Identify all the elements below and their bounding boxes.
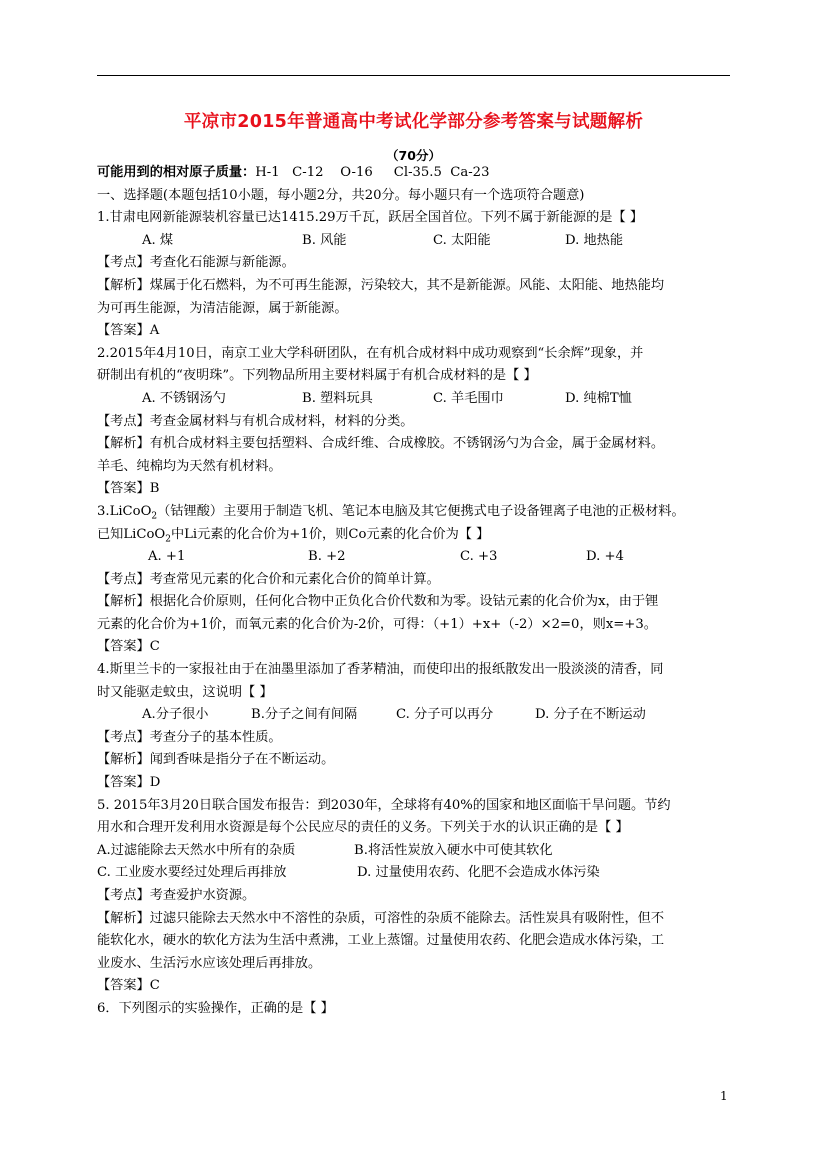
q1-answer: 【答案】A bbox=[97, 323, 160, 339]
q3-stem-1-formula: 3.LiCoO bbox=[97, 503, 152, 519]
q5-answer: 【答案】C bbox=[97, 978, 160, 994]
q5-option-a: A.过滤能除去天然水中所有的杂质 bbox=[97, 842, 296, 858]
q5-analysis-1: 【解析】过滤只能除去天然水中不溶性的杂质，可溶性的杂质不能除去。活性炭具有吸附性，但不 bbox=[97, 910, 665, 926]
q3-stem-2-text: 中Li元素的化合价为+1价，则Co元素的化合价为【 】 bbox=[170, 526, 490, 542]
q1-option-c: C. 太阳能 bbox=[433, 232, 491, 248]
q3-analysis-1: 【解析】根据化合价原则，任何化合物中正负化合价代数和为零。设钴元素的化合价为x，由于锂 bbox=[97, 594, 659, 610]
atomic-mass-label: 可能用到的相对原子质量： bbox=[97, 165, 256, 180]
q6-stem: 6．下列图示的实验操作，正确的是【 】 bbox=[97, 1000, 334, 1016]
q3-stem-1-text: （钴锂酸）主要用于制造飞机、笔记本电脑及其它便携式电子设备锂离子电池的正极材料。 bbox=[157, 503, 685, 519]
q2-option-c: C. 羊毛围巾 bbox=[433, 390, 504, 406]
q3-stem-2-subscript: 2 bbox=[165, 534, 171, 545]
q2-stem-1: 2.2015年4月10日，南京工业大学科研团队，在有机合成材料中成功观察到“长余辉”现象，并 bbox=[97, 345, 644, 361]
atomic-mass-line bbox=[97, 162, 737, 185]
q5-stem-1: 5. 2015年3月20日联合国发布报告：到2030年，全球将有40%的国家和地区面临干旱问题。节约 bbox=[97, 797, 671, 813]
q3-stem-1 bbox=[97, 501, 737, 524]
q3-option-a: A. +1 bbox=[148, 549, 186, 565]
page-title: 平凉市2015年普通高中考试化学部分参考答案与试题解析 bbox=[183, 112, 644, 132]
q5-options-row-1 bbox=[97, 840, 737, 863]
q1-option-a: A. 煤 bbox=[142, 232, 174, 248]
section-heading: 一、选择题(本题包括10小题，每小题2分，共20分。每小题只有一个选项符合题意) bbox=[97, 187, 585, 203]
q3-option-c: C. +3 bbox=[460, 549, 498, 565]
q1-option-b: B. 风能 bbox=[302, 232, 347, 248]
q3-stem-1-subscript: 2 bbox=[151, 511, 158, 522]
q5-option-c: C. 工业废水要经过处理后再排放 bbox=[97, 865, 287, 881]
q2-options bbox=[97, 388, 737, 411]
q4-option-a: A.分子很小 bbox=[142, 707, 209, 723]
q2-answer: 【答案】B bbox=[97, 481, 160, 497]
q5-point: 【考点】考查爱护水资源。 bbox=[97, 888, 256, 903]
q4-option-b: B.分子之间有间隔 bbox=[251, 707, 358, 723]
q2-analysis-2: 羊毛、纯棉均为天然有机材料。 bbox=[97, 458, 282, 474]
q2-analysis-1: 【解析】有机合成材料主要包括塑料、合成纤维、合成橡胶。不锈钢汤勺为合金，属于金属材料。 bbox=[97, 436, 665, 452]
q5-options-row-2 bbox=[97, 862, 737, 885]
q3-stem-2 bbox=[97, 524, 737, 547]
page-number: 1 bbox=[720, 1089, 728, 1103]
q1-analysis-2: 为可再生能源，为清洁能源，属于新能源。 bbox=[97, 300, 348, 316]
q5-option-b: B.将活性炭放入硬水中可使其软化 bbox=[354, 842, 553, 858]
q4-option-d: D. 分子在不断运动 bbox=[535, 707, 646, 723]
q4-analysis-1: 【解析】闻到香味是指分子在不断运动。 bbox=[97, 752, 335, 768]
total-score: （70分） bbox=[386, 148, 441, 163]
q3-options bbox=[97, 546, 737, 569]
q1-options bbox=[97, 230, 737, 253]
q1-stem: 1.甘肃电网新能源装机容量已达1415.29万千瓦，跃居全国首位。下列不属于新能源的是【 】 bbox=[97, 210, 644, 226]
q3-option-d: D. +4 bbox=[586, 549, 624, 565]
atomic-mass-values: H-1 C-12 O-16 Cl-35.5 Ca-23 bbox=[255, 165, 490, 180]
document-body bbox=[97, 162, 737, 1021]
q1-point: 【考点】考查化石能源与新能源。 bbox=[97, 255, 295, 271]
q5-analysis-2: 能软化水，硬水的软化方法为生活中煮沸，工业上蒸馏。过量使用农药、化肥会造成水体污染，工 bbox=[97, 933, 665, 949]
q4-answer: 【答案】D bbox=[97, 775, 161, 791]
q3-answer: 【答案】C bbox=[97, 639, 160, 655]
q4-stem-2: 时又能驱走蚊虫，这说明【 】 bbox=[97, 684, 273, 700]
q1-analysis-1: 【解析】煤属于化石燃料，为不可再生能源，污染较大，其不是新能源。风能、太阳能、地热能均 bbox=[97, 277, 665, 293]
q3-analysis-2: 元素的化合价为+1价，而氧元素的化合价为-2价，可得：（+1）+x+（-2）×2=0，则x=+3。 bbox=[97, 616, 657, 632]
q5-analysis-3: 业废水、生活污水应该处理后再排放。 bbox=[97, 955, 322, 971]
q5-stem-2: 用水和合理开发利用水资源是每个公民应尽的责任的义务。下列关于水的认识正确的是【 】 bbox=[97, 820, 629, 836]
q2-point: 【考点】考查金属材料与有机合成材料，材料的分类。 bbox=[97, 413, 414, 429]
q3-option-b: B. +2 bbox=[308, 549, 346, 565]
q2-option-b: B. 塑料玩具 bbox=[302, 390, 373, 406]
header-rule bbox=[97, 75, 730, 76]
q5-option-d: D. 过量使用农药、化肥不会造成水体污染 bbox=[357, 865, 600, 881]
q4-point: 【考点】考查分子的基本性质。 bbox=[97, 729, 282, 745]
q2-option-a: A. 不锈钢汤勺 bbox=[142, 390, 226, 406]
q2-option-d: D. 纯棉T恤 bbox=[565, 390, 632, 406]
q2-stem-2: 研制出有机的“夜明珠”。下列物品所用主要材料属于有机合成材料的是【 】 bbox=[97, 368, 537, 384]
q4-stem-1: 4.斯里兰卡的一家报社由于在油墨里添加了香茅精油，而使印出的报纸散发出一股淡淡的清香，同 bbox=[97, 662, 664, 678]
q3-stem-2-formula: 已知LiCoO bbox=[97, 526, 166, 542]
q3-point: 【考点】考查常见元素的化合价和元素化合价的简单计算。 bbox=[97, 571, 440, 587]
q4-option-c: C. 分子可以再分 bbox=[396, 707, 494, 723]
q4-options bbox=[97, 704, 737, 727]
q1-option-d: D. 地热能 bbox=[565, 232, 624, 248]
